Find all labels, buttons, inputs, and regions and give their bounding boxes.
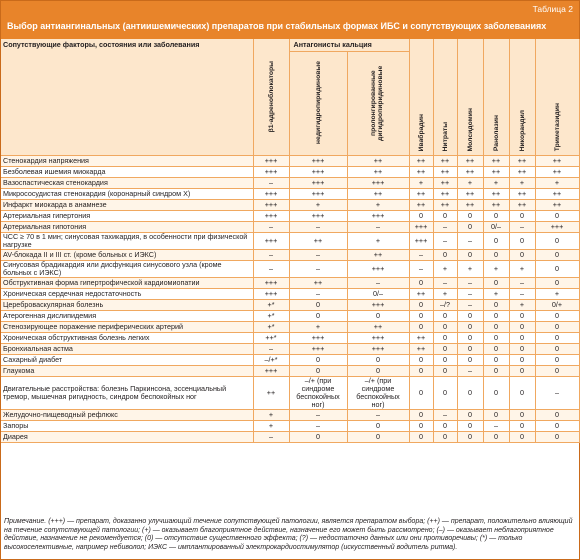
table-cell: ++ bbox=[483, 188, 509, 199]
row-label: Артериальная гипотония bbox=[1, 221, 253, 232]
table-cell: 0 bbox=[509, 354, 535, 365]
table-cell: 0 bbox=[433, 210, 457, 221]
table-cell: 0 bbox=[457, 310, 483, 321]
table-cell: 0 bbox=[289, 431, 347, 442]
table-cell: +++ bbox=[347, 332, 409, 343]
row-label: Инфаркт миокарда в анамнезе bbox=[1, 199, 253, 210]
table-row bbox=[1, 332, 579, 343]
table-cell: ++ bbox=[409, 155, 433, 166]
table-cell: 0 bbox=[433, 321, 457, 332]
table-cell: 0 bbox=[433, 343, 457, 354]
row-label: Стенокардия напряжения bbox=[1, 155, 253, 166]
table-cell: 0 bbox=[509, 420, 535, 431]
table-cell: 0 bbox=[483, 365, 509, 376]
table-row bbox=[1, 260, 579, 277]
table-cell: + bbox=[535, 288, 579, 299]
table-cell: 0 bbox=[433, 431, 457, 442]
table-row bbox=[1, 310, 579, 321]
table-cell: – bbox=[509, 221, 535, 232]
table-cell: 0 bbox=[535, 420, 579, 431]
table-cell: + bbox=[289, 199, 347, 210]
row-label: Хроническая сердечная недостаточность bbox=[1, 288, 253, 299]
table-cell: +++ bbox=[347, 299, 409, 310]
table-cell: +++ bbox=[409, 232, 433, 249]
row-label: Вазоспастическая стенокардия bbox=[1, 177, 253, 188]
table-cell: – bbox=[433, 277, 457, 288]
table-row bbox=[1, 210, 579, 221]
table-cell: 0 bbox=[535, 409, 579, 420]
dhp-header: пролонгированные дигидропиридиновые bbox=[347, 51, 409, 155]
table-cell: + bbox=[457, 260, 483, 277]
table-cell: +* bbox=[253, 310, 289, 321]
table-cell: ++ bbox=[409, 343, 433, 354]
table-cell: +++ bbox=[289, 177, 347, 188]
table-cell: 0 bbox=[509, 249, 535, 260]
table-cell: +++ bbox=[253, 188, 289, 199]
table-cell: – bbox=[347, 277, 409, 288]
row-label: Стенозирующее поражение периферических артерий bbox=[1, 321, 253, 332]
table-cell: – bbox=[289, 409, 347, 420]
table-cell: +++ bbox=[253, 199, 289, 210]
table-cell: – bbox=[253, 260, 289, 277]
table-row bbox=[1, 420, 579, 431]
table-cell: +++ bbox=[253, 166, 289, 177]
table-row bbox=[1, 188, 579, 199]
table-cell: + bbox=[535, 177, 579, 188]
table-cell: 0 bbox=[509, 365, 535, 376]
table-cell: ++ bbox=[535, 188, 579, 199]
table-row bbox=[1, 365, 579, 376]
table-cell: 0 bbox=[409, 431, 433, 442]
table-cell: ++ bbox=[509, 199, 535, 210]
trimetazidine-header: Триметазидин bbox=[535, 39, 579, 155]
table-cell: 0 bbox=[457, 221, 483, 232]
table-title: Выбор антиангинальных (антиишемических) препаратов при стабильных формах ИБС и сопутствующих заболеваниях bbox=[7, 21, 547, 31]
table-cell: – bbox=[535, 376, 579, 409]
table-cell: – bbox=[509, 277, 535, 288]
table-cell: 0 bbox=[457, 409, 483, 420]
table-cell: – bbox=[289, 260, 347, 277]
table-cell: 0 bbox=[535, 354, 579, 365]
table-cell: ++ bbox=[509, 155, 535, 166]
row-label: Атерогенная дислипидемия bbox=[1, 310, 253, 321]
table-row bbox=[1, 199, 579, 210]
row-label: Бронхиальная астма bbox=[1, 343, 253, 354]
table-cell: ++ bbox=[253, 376, 289, 409]
table-cell: 0 bbox=[409, 376, 433, 409]
table-cell: 0 bbox=[535, 365, 579, 376]
table-cell: 0 bbox=[535, 249, 579, 260]
table-cell: + bbox=[509, 260, 535, 277]
table-cell: – bbox=[289, 420, 347, 431]
table-cell: – bbox=[289, 288, 347, 299]
table-cell: 0 bbox=[483, 409, 509, 420]
table-cell: ++ bbox=[433, 166, 457, 177]
table-footnote: Примечание. (+++) — препарат, доказанно улучшающий течение сопутствующей патологии, является препаратом выбора; (++) — препарат, положительно влияющий на течение сопутствующей патологии; (+) — оказывает благоприятное действие, назначение его может быть рассмотрено; (–) — оказывает неблагоприятное действие, назначение не рекомендуется; (0) — отсутствие существенного эффекта; (?) — недостаточно данных или они противоречивы; (*) — только высокоселективные, например небиволол; ИЭКС — имплантированный электрокардиостимулятор (искусственный водитель ритма). bbox=[4, 518, 573, 551]
table-cell: – bbox=[253, 343, 289, 354]
table-cell: + bbox=[253, 420, 289, 431]
table-cell: – bbox=[253, 431, 289, 442]
row-label: Диарея bbox=[1, 431, 253, 442]
table-cell: – bbox=[483, 420, 509, 431]
table-cell: – bbox=[433, 409, 457, 420]
ivabradine-header: Ивабрадин bbox=[409, 39, 433, 155]
table-cell: ++ bbox=[347, 321, 409, 332]
row-label: Хроническая обструктивная болезнь легких bbox=[1, 332, 253, 343]
table-cell: – bbox=[253, 221, 289, 232]
table-cell: 0 bbox=[457, 354, 483, 365]
table-cell: ++ bbox=[433, 177, 457, 188]
table-cell: 0 bbox=[457, 210, 483, 221]
table-cell: 0 bbox=[509, 343, 535, 354]
table-cell: 0 bbox=[509, 332, 535, 343]
table-header bbox=[1, 1, 579, 39]
table-cell: 0 bbox=[483, 431, 509, 442]
table-row bbox=[1, 155, 579, 166]
table-cell: 0 bbox=[509, 321, 535, 332]
table-cell: 0 bbox=[483, 299, 509, 310]
table-cell: – bbox=[457, 365, 483, 376]
table-cell: 0 bbox=[409, 310, 433, 321]
nitrates-header: Нитраты bbox=[433, 39, 457, 155]
table-row bbox=[1, 431, 579, 442]
table-cell: +++ bbox=[347, 210, 409, 221]
row-label: Артериальная гипертония bbox=[1, 210, 253, 221]
table-cell: + bbox=[289, 321, 347, 332]
table-row bbox=[1, 288, 579, 299]
table-cell: +++ bbox=[535, 221, 579, 232]
table-row bbox=[1, 249, 579, 260]
table-cell: +++ bbox=[253, 277, 289, 288]
table-cell: 0 bbox=[433, 420, 457, 431]
table-cell: 0 bbox=[347, 310, 409, 321]
table-cell: 0 bbox=[457, 343, 483, 354]
table-cell: 0 bbox=[457, 376, 483, 409]
table-cell: + bbox=[253, 409, 289, 420]
table-cell: 0 bbox=[483, 332, 509, 343]
table-cell: 0 bbox=[409, 321, 433, 332]
nicorandil-header: Никорандил bbox=[509, 39, 535, 155]
table-cell: 0 bbox=[457, 332, 483, 343]
table-cell: 0 bbox=[457, 249, 483, 260]
drug-selection-table bbox=[1, 39, 580, 443]
table-row bbox=[1, 321, 579, 332]
table-cell: +++ bbox=[289, 332, 347, 343]
table-cell: ++ bbox=[535, 155, 579, 166]
table-cell: 0 bbox=[483, 376, 509, 409]
table-cell: –/+ (при синдроме беспокойных ног) bbox=[347, 376, 409, 409]
table-cell: 0 bbox=[409, 299, 433, 310]
table-cell: 0 bbox=[347, 354, 409, 365]
table-row bbox=[1, 354, 579, 365]
table-cell: +++ bbox=[409, 221, 433, 232]
table-cell: 0 bbox=[483, 343, 509, 354]
table-cell: ++ bbox=[483, 199, 509, 210]
table-cell: ++ bbox=[509, 166, 535, 177]
table-cell: 0 bbox=[433, 354, 457, 365]
table-cell: 0 bbox=[483, 210, 509, 221]
table-cell: ++ bbox=[433, 199, 457, 210]
table-cell: – bbox=[457, 299, 483, 310]
molsidomine-header: Молсидомин bbox=[457, 39, 483, 155]
table-cell: 0 bbox=[535, 321, 579, 332]
table-cell: ++ bbox=[347, 188, 409, 199]
table-cell: ++ bbox=[347, 249, 409, 260]
table-cell: –/+* bbox=[253, 354, 289, 365]
table-cell: ++ bbox=[433, 155, 457, 166]
row-label: Обструктивная форма гипертрофической кардиомиопатии bbox=[1, 277, 253, 288]
table-cell: ++ bbox=[535, 166, 579, 177]
table-cell: 0 bbox=[347, 431, 409, 442]
table-cell: + bbox=[457, 177, 483, 188]
row-label: ЧСС ≥ 70 в 1 мин; синусовая тахикардия, в особенности при физической нагрузке bbox=[1, 232, 253, 249]
table-cell: ++ bbox=[457, 166, 483, 177]
table-cell: 0 bbox=[509, 210, 535, 221]
table-cell: ++ bbox=[347, 155, 409, 166]
row-label: Запоры bbox=[1, 420, 253, 431]
table-cell: 0 bbox=[535, 210, 579, 221]
ranolazine-header: Ранолазин bbox=[483, 39, 509, 155]
table-cell: +++ bbox=[289, 166, 347, 177]
table-cell: 0 bbox=[509, 431, 535, 442]
table-cell: 0 bbox=[289, 299, 347, 310]
table-cell: 0 bbox=[535, 232, 579, 249]
table-cell: ++ bbox=[457, 155, 483, 166]
table-cell: + bbox=[347, 232, 409, 249]
table-cell: – bbox=[409, 260, 433, 277]
table-cell: 0 bbox=[433, 249, 457, 260]
table-cell: –/? bbox=[433, 299, 457, 310]
table-cell: 0 bbox=[347, 420, 409, 431]
non-dhp-header: недигидропиридиновые bbox=[289, 51, 347, 155]
table-cell: ++ bbox=[409, 332, 433, 343]
table-cell: 0 bbox=[483, 321, 509, 332]
table-cell: + bbox=[483, 288, 509, 299]
table-cell: + bbox=[509, 299, 535, 310]
table-cell: 0 bbox=[509, 310, 535, 321]
table-number: Таблица 2 bbox=[532, 4, 573, 14]
table-cell: +++ bbox=[347, 343, 409, 354]
table-cell: 0 bbox=[457, 321, 483, 332]
table-cell: 0 bbox=[433, 376, 457, 409]
table-cell: – bbox=[457, 232, 483, 249]
table-row bbox=[1, 299, 579, 310]
table-cell: + bbox=[433, 288, 457, 299]
row-label: Цереброваскулярная болезнь bbox=[1, 299, 253, 310]
table-cell: – bbox=[347, 221, 409, 232]
table-cell: – bbox=[347, 409, 409, 420]
row-label: Желудочно-пищеводный рефлюкс bbox=[1, 409, 253, 420]
table-row bbox=[1, 277, 579, 288]
table-cell: ++ bbox=[457, 199, 483, 210]
row-label: Микрососудистая стенокардия (коронарный синдром X) bbox=[1, 188, 253, 199]
row-label: Сахарный диабет bbox=[1, 354, 253, 365]
table-row bbox=[1, 177, 579, 188]
table-cell: 0 bbox=[457, 420, 483, 431]
table-cell: 0 bbox=[433, 365, 457, 376]
table-cell: 0 bbox=[535, 332, 579, 343]
table-cell: ++ bbox=[409, 188, 433, 199]
table-cell: +++ bbox=[347, 177, 409, 188]
table-cell: – bbox=[409, 249, 433, 260]
table-cell: + bbox=[433, 260, 457, 277]
table-row bbox=[1, 343, 579, 354]
table-cell: + bbox=[347, 199, 409, 210]
table-cell: ++ bbox=[509, 188, 535, 199]
table-cell: –/+ (при синдроме беспокойных ног) bbox=[289, 376, 347, 409]
table-cell: 0 bbox=[483, 232, 509, 249]
table-cell: +++ bbox=[289, 155, 347, 166]
table-row bbox=[1, 232, 579, 249]
table-cell: 0 bbox=[457, 431, 483, 442]
table-row bbox=[1, 376, 579, 409]
table-cell: +++ bbox=[253, 232, 289, 249]
table-cell: + bbox=[483, 260, 509, 277]
table-cell: ++ bbox=[433, 188, 457, 199]
table-cell: 0 bbox=[409, 210, 433, 221]
table-cell: – bbox=[253, 177, 289, 188]
table-cell: ++ bbox=[457, 188, 483, 199]
table-cell: 0/+ bbox=[535, 299, 579, 310]
table-cell: ++ bbox=[483, 166, 509, 177]
table-cell: ++ bbox=[483, 155, 509, 166]
table-cell: +++ bbox=[347, 260, 409, 277]
table-cell: 0 bbox=[289, 354, 347, 365]
table-cell: + bbox=[409, 177, 433, 188]
table-cell: ++* bbox=[253, 332, 289, 343]
table-cell: +++ bbox=[253, 365, 289, 376]
table-cell: – bbox=[457, 277, 483, 288]
table-cell: 0 bbox=[289, 310, 347, 321]
table-cell: +++ bbox=[253, 288, 289, 299]
table-row bbox=[1, 166, 579, 177]
table-cell: ++ bbox=[535, 199, 579, 210]
table-cell: 0 bbox=[483, 310, 509, 321]
table-cell: 0 bbox=[409, 420, 433, 431]
table-cell: 0 bbox=[483, 354, 509, 365]
row-label: Двигательные расстройства: болезнь Паркинсона, эссенциальный тремор, мышечная ригидность, синдром беспокойных ног bbox=[1, 376, 253, 409]
table-cell: – bbox=[433, 221, 457, 232]
table-cell: 0 bbox=[409, 365, 433, 376]
table-cell: ++ bbox=[409, 288, 433, 299]
table-cell: – bbox=[253, 249, 289, 260]
row-label: Синусовая брадикардия или дисфункция синусового узла (кроме больных с ИЭКС) bbox=[1, 260, 253, 277]
table-cell: 0 bbox=[409, 409, 433, 420]
row-label: Глаукома bbox=[1, 365, 253, 376]
table-cell: – bbox=[289, 221, 347, 232]
table-cell: 0 bbox=[535, 343, 579, 354]
table-cell: +++ bbox=[289, 343, 347, 354]
table-cell: 0/– bbox=[347, 288, 409, 299]
table-cell: 0 bbox=[535, 260, 579, 277]
table-cell: – bbox=[457, 288, 483, 299]
table-cell: +++ bbox=[253, 210, 289, 221]
table-cell: ++ bbox=[347, 166, 409, 177]
row-label: AV-блокада II и III ст. (кроме больных с ИЭКС) bbox=[1, 249, 253, 260]
table-cell: 0 bbox=[535, 431, 579, 442]
table-cell: +++ bbox=[253, 155, 289, 166]
table-cell: 0/– bbox=[483, 221, 509, 232]
table-cell: 0 bbox=[535, 310, 579, 321]
table-cell: ++ bbox=[409, 199, 433, 210]
table-cell: 0 bbox=[433, 310, 457, 321]
beta-blockers-header: β1-адреноблокаторы bbox=[253, 39, 289, 155]
factor-column-header: Сопутствующие факторы, состояния или заболевания bbox=[1, 39, 253, 155]
table-cell: 0 bbox=[483, 249, 509, 260]
table-cell: + bbox=[509, 177, 535, 188]
table-cell: 0 bbox=[483, 277, 509, 288]
table-cell: 0 bbox=[409, 354, 433, 365]
table-cell: 0 bbox=[433, 332, 457, 343]
table-cell: +* bbox=[253, 299, 289, 310]
table-cell: ++ bbox=[289, 277, 347, 288]
table-cell: 0 bbox=[509, 232, 535, 249]
calcium-antagonists-header: Антагонисты кальция bbox=[289, 39, 409, 51]
table-row bbox=[1, 221, 579, 232]
table-row bbox=[1, 409, 579, 420]
table-cell: 0 bbox=[535, 277, 579, 288]
table-cell: 0 bbox=[347, 365, 409, 376]
table-cell: – bbox=[509, 288, 535, 299]
row-label: Безболевая ишемия миокарда bbox=[1, 166, 253, 177]
table-cell: – bbox=[433, 232, 457, 249]
table-cell: +++ bbox=[289, 188, 347, 199]
table-cell: +++ bbox=[289, 210, 347, 221]
table-cell: 0 bbox=[509, 376, 535, 409]
table-cell: – bbox=[289, 249, 347, 260]
table-cell: + bbox=[483, 177, 509, 188]
table-cell: +* bbox=[253, 321, 289, 332]
table-cell: 0 bbox=[409, 277, 433, 288]
table-cell: ++ bbox=[409, 166, 433, 177]
table-cell: 0 bbox=[509, 409, 535, 420]
table-cell: 0 bbox=[289, 365, 347, 376]
table-cell: ++ bbox=[289, 232, 347, 249]
